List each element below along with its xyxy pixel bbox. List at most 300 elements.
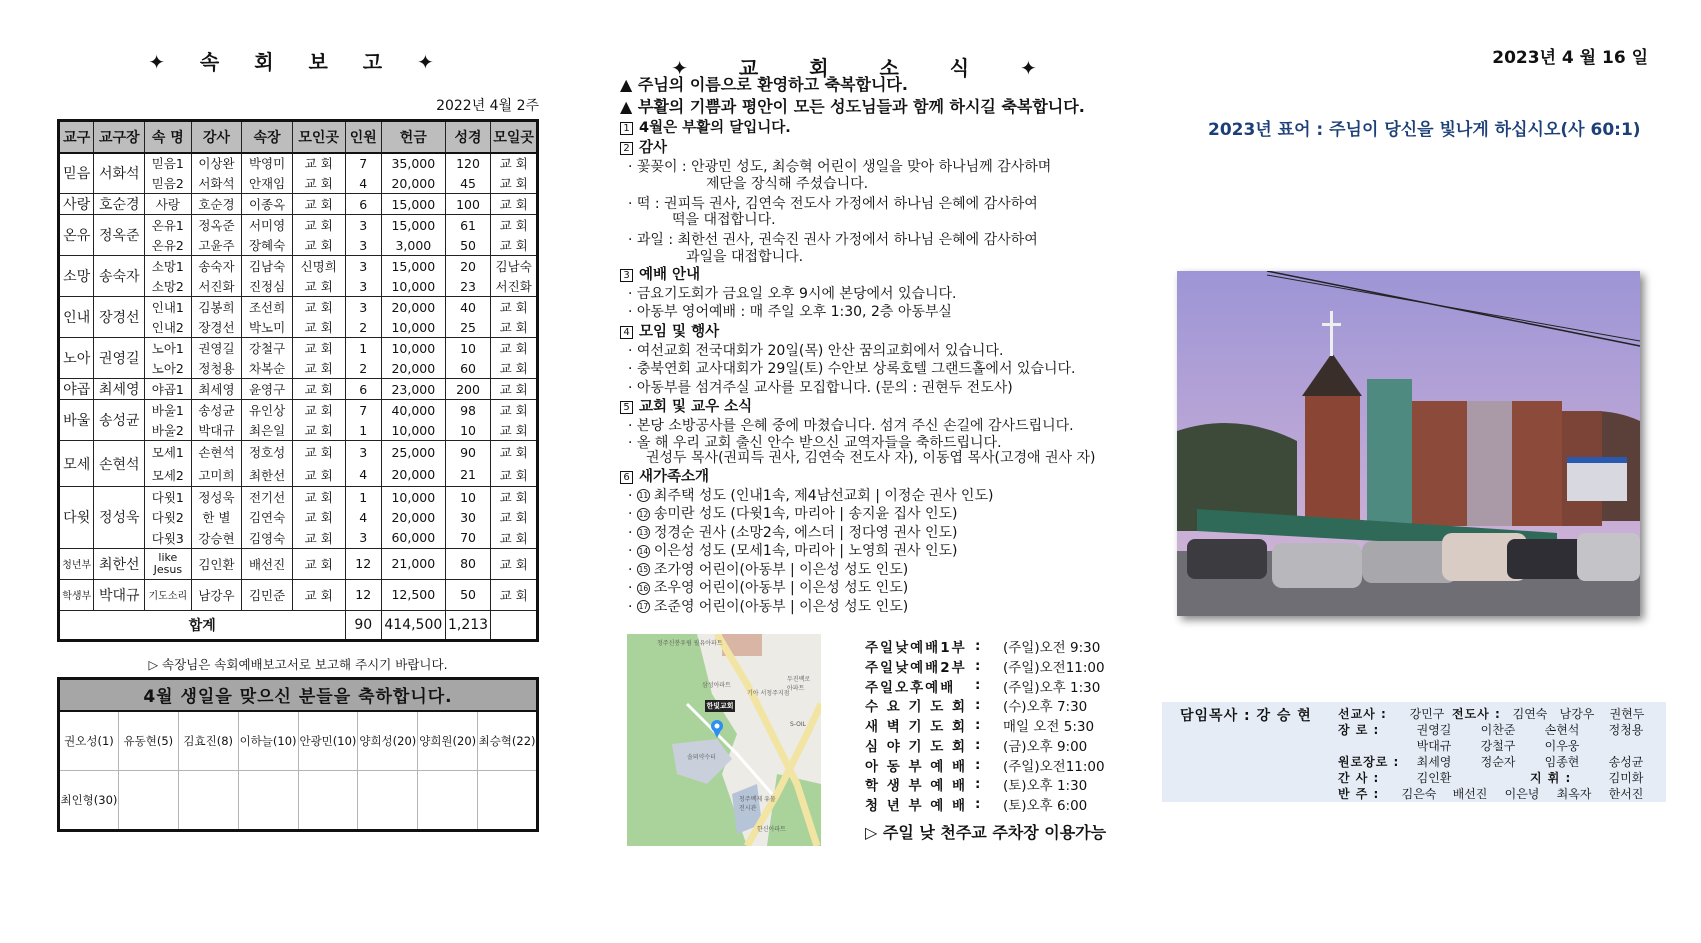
teacher: 고윤주 [191,235,242,256]
member-text: 최주택 성도 (인내1속, 제4남선교회 | 이정순 권사 인도) [653,487,994,504]
church-building-image [1177,271,1640,616]
meeting-place: 교 회 [292,579,345,610]
staff-box [1162,702,1666,802]
next-place: 교 회 [491,379,538,400]
district-leader: 정성욱 [94,487,145,549]
staff-name: 강민구 [1409,706,1445,721]
meeting-place: 교 회 [292,235,345,256]
location-map[interactable] [627,634,821,846]
news-item-continuation: 과일을 대접합니다. [686,248,804,265]
next-place: 교 회 [491,400,538,421]
cell-head: 윤영구 [242,379,293,400]
offering: 25,000 [381,441,445,464]
staff-name: 박대규 [1416,738,1452,753]
staff-name: 김은숙 [1401,786,1437,801]
staff-role: 간 사 : [1338,770,1380,785]
offering: 15,000 [381,194,445,215]
offering: 20,000 [381,507,445,528]
parking-note: ▷ 주일 낮 천주교 주차장 이용가능 [865,823,1107,842]
cell-head: 진정심 [242,276,293,297]
member-text: 송미란 성도 (다윗1속, 마리아 | 송지윤 집사 인도) [653,506,958,522]
birthday-name: 유동현(5) [118,711,178,771]
district-leader: 최한선 [94,548,145,579]
col-attendance: 인원 [345,121,381,153]
cell-name: 노아1 [145,338,192,359]
district: 야곱 [59,379,94,400]
report-note: ▷ 속장님은 속회예배보고서로 보고해 주시기 바랍니다. [148,657,448,672]
news-item: · 여선교회 전국대회가 20일(목) 안산 꿈의교회에서 있습니다. [628,342,1004,359]
staff-name: 최세영 [1416,754,1452,769]
attendance: 4 [345,507,381,528]
new-member-item: · 15 조가영 어린이(아동부 | 이은성 성도 인도) [628,561,909,578]
cell-head: 안재임 [242,173,293,194]
district: 사랑 [59,194,94,215]
staff-name: 정청용 [1608,722,1644,737]
district-leader: 손현석 [94,441,145,487]
offering: 35,000 [381,153,445,174]
bible: 25 [445,317,491,338]
district: 청년부 [59,548,94,579]
birthday-name [298,771,358,831]
offering: 15,000 [381,215,445,236]
offering: 60,000 [381,528,445,549]
teacher: 강승현 [191,528,242,549]
cell-name: 사랑 [145,194,192,215]
meeting-place: 교 회 [292,215,345,236]
attendance: 3 [345,297,381,318]
staff-name: 김미화 [1608,770,1644,785]
bible: 20 [445,256,491,277]
news-item: · 충북연회 교사대회가 29일(토) 수안보 상록호텔 그랜드홀에서 있습니다. [628,361,1076,377]
district: 소망 [59,256,94,297]
section-heading [620,139,1110,158]
staff-role: 장 로 : [1338,722,1380,737]
teacher: 서화석 [191,173,242,194]
section-number: 1 [620,122,633,135]
service-time: (주일)오후 1:30 [1003,679,1101,696]
member-number: 15 [638,565,649,574]
district: 학생부 [59,579,94,610]
col-cell-head: 속장 [242,121,293,153]
offering: 10,000 [381,487,445,508]
cell-name: like Jesus [145,548,192,579]
welcome-line: ▲ 부활의 기쁨과 평안이 모든 성도님들과 함께 하시길 축복합니다. [620,97,1085,116]
table-row [59,194,538,215]
staff-name: 김연숙 [1512,706,1548,721]
teacher: 정청용 [191,358,242,379]
bible: 90 [445,441,491,464]
district-leader: 서화석 [94,153,145,194]
cell-name: 야곱1 [145,379,192,400]
next-place: 교 회 [491,420,538,441]
birthday-name [118,771,178,831]
bible: 40 [445,297,491,318]
service-label: 학 생 부 예 배 [865,778,968,795]
member-number: 12 [638,509,649,519]
new-member-item: · 17 조준영 어린이(아동부 | 이은성 성도 인도) [628,598,909,615]
teacher: 호순경 [191,194,242,215]
next-place: 교 회 [491,358,538,379]
staff-name: 남강우 [1559,706,1595,721]
staff-row [1338,721,1658,737]
news-list [620,74,1110,616]
cell-head: 차복순 [242,358,293,379]
col-bible: 성경 [445,121,491,153]
offering: 3,000 [381,235,445,256]
map-label: 두진백로 아파트 [787,676,811,692]
bible: 60 [445,358,491,379]
staff-row [1338,705,1658,721]
next-place: 서진화 [491,276,538,297]
meeting-place: 교 회 [292,548,345,579]
service-label: 아 동 부 예 배 [865,758,968,775]
cell-head: 조선희 [242,297,293,318]
cell-name: 온유2 [145,235,192,256]
member-text: 조가영 어린이(아동부 | 이은성 성도 인도) [653,561,909,578]
welcome-line: ▲ 주님의 이름으로 환영하고 축복합니다. [620,75,908,94]
service-time: (토)오후 1:30 [1003,778,1088,795]
colon: : [975,637,981,654]
table-row [59,256,538,277]
bible: 70 [445,528,491,549]
section-number: 4 [620,326,633,339]
teacher: 박대규 [191,420,242,441]
table-row [59,487,538,508]
staff-role: 선교사 : [1338,706,1387,721]
offering: 10,000 [381,276,445,297]
attendance: 1 [345,338,381,359]
next-place: 교 회 [491,153,538,174]
table-row [59,338,538,359]
cell-name: 기도소리 [145,579,192,610]
service-row [865,775,1115,795]
meeting-place: 교 회 [292,464,345,487]
service-label: 청 년 부 예 배 [865,798,968,815]
meeting-place: 교 회 [292,528,345,549]
map-label: 청주백제 유물전시관 [739,796,776,812]
map-label: 한신아파트 [757,826,786,833]
teacher: 송숙자 [191,256,242,277]
teacher: 송성균 [191,400,242,421]
table-row [59,297,538,318]
member-text: 이은성 성도 (모세1속, 마리아 | 노영희 권사 인도) [653,543,958,559]
attendance: 2 [345,317,381,338]
section-heading [620,323,1110,342]
offering: 10,000 [381,420,445,441]
bible: 45 [445,173,491,194]
new-member-item: · 13 정경순 권사 (소망2속, 에스더 | 정다영 권사 인도) [628,524,958,541]
news-item: · 아동부를 섬겨주실 교사를 모집합니다. (문의 : 권현두 전도사) [628,379,1013,396]
cell-name: 온유1 [145,215,192,236]
meeting-place: 교 회 [292,379,345,400]
senior-pastor: 담임목사 : 강 승 현 [1180,708,1312,724]
birthday-name [418,771,478,831]
meeting-place: 교 회 [292,338,345,359]
cell-head: 서미영 [242,215,293,236]
member-text: 조준영 어린이(아동부 | 이은성 성도 인도) [653,598,909,615]
bible: 80 [445,548,491,579]
attendance: 3 [345,235,381,256]
cell-name: 인내2 [145,317,192,338]
colon: : [975,756,981,773]
service-row [865,794,1115,814]
table-row [59,441,538,464]
table-row [59,548,538,579]
teacher: 권영길 [191,338,242,359]
birthday-name: 권오성(1) [59,711,119,771]
total-next [491,610,538,640]
cell-name: 바울1 [145,400,192,421]
next-place: 교 회 [491,297,538,318]
attendance: 6 [345,379,381,400]
service-row [865,676,1115,696]
section-title: 모임 및 행사 [639,323,720,340]
next-place: 교 회 [491,441,538,464]
colon: : [975,776,981,793]
cell-name: 바울2 [145,420,192,441]
member-number: 11 [638,491,649,500]
next-place: 교 회 [491,579,538,610]
table-row [59,579,538,610]
section-heading [620,266,1110,285]
staff-row [1338,785,1658,801]
news-item [620,195,1110,229]
cell-head: 박영미 [242,153,293,174]
map-label: 삼성아파트 [702,682,731,689]
attendance: 3 [345,528,381,549]
news-item: · 금요기도회가 금요일 오후 9시에 본당에서 있습니다. [628,285,957,302]
staff-name: 이찬준 [1480,722,1516,737]
church-news-title: ✦ 교 회 소 식 ✦ [671,56,1059,80]
table-header-row [59,121,538,153]
service-row [865,695,1115,715]
district: 모세 [59,441,94,487]
meeting-place: 교 회 [292,153,345,174]
bulletin-date: 2023년 4 월 16 일 [1492,48,1648,68]
section-title: 감사 [639,140,668,156]
birthday-name: 양희성(20) [358,711,418,771]
cell-head: 김영숙 [242,528,293,549]
attendance: 4 [345,464,381,487]
attendance: 12 [345,548,381,579]
district-leader: 송성균 [94,400,145,441]
new-member-item: · 16 조우영 어린이(아동부 | 이은성 성도 인도) [628,580,909,596]
member-text: 정경순 권사 (소망2속, 에스더 | 정다영 권사 인도) [653,524,958,541]
church-photo [1177,271,1640,616]
service-row [865,715,1115,735]
service-row [865,636,1115,656]
district-leader: 호순경 [94,194,145,215]
col-cell-name: 속 명 [145,121,192,153]
staff-name: 강철구 [1480,738,1516,753]
bible: 200 [445,379,491,400]
birthday-name: 최승혁(22) [478,711,538,771]
district: 온유 [59,215,94,256]
meeting-place: 교 회 [292,441,345,464]
staff-role: 반 주 : [1338,786,1380,801]
col-district-leader: 교구장 [94,121,145,153]
service-time: (금)오후 9:00 [1003,738,1088,755]
cell-name: 다윗3 [145,528,192,549]
member-number: 14 [638,546,649,556]
offering: 20,000 [381,464,445,487]
section-heading [620,398,1110,417]
section-number: 6 [620,471,633,484]
section-heading [620,468,1110,487]
cell-name: 소망1 [145,256,192,277]
meeting-place: 교 회 [292,487,345,508]
new-member-item: · 12 송미란 성도 (다윗1속, 마리아 | 송지윤 집사 인도) [628,506,958,522]
district: 노아 [59,338,94,379]
bible: 100 [445,194,491,215]
new-member-item: · 11 최주택 성도 (인내1속, 제4남선교회 | 이정순 권사 인도) [628,487,994,504]
birthday-name [358,771,418,831]
birthday-name: 양희원(20) [418,711,478,771]
meeting-place: 교 회 [292,400,345,421]
attendance: 3 [345,441,381,464]
attendance: 2 [345,358,381,379]
service-time: (주일)오전11:00 [1003,758,1105,775]
birthday-table [57,677,539,832]
news-item-text: · 과일 : 최한선 권사, 권숙진 권사 가정에서 하나님 은혜에 감사하여 [628,232,1038,248]
map-label: S-OIL [790,721,806,728]
report-body [59,153,538,641]
district-leader: 정옥준 [94,215,145,256]
attendance: 3 [345,276,381,297]
next-place: 교 회 [491,173,538,194]
news-item-text: · 올 해 우리 교회 출신 안수 받으신 교역자들을 축하드립니다. [628,434,1002,451]
service-row [865,755,1115,775]
next-place: 교 회 [491,507,538,528]
teacher: 서진화 [191,276,242,297]
staff-name: 송성균 [1608,754,1644,769]
news-item-continuation: 떡을 대접합니다. [672,212,776,228]
district: 바울 [59,400,94,441]
teacher: 최세영 [191,379,242,400]
service-schedule [865,636,1115,814]
staff-name: 임종현 [1544,754,1580,769]
offering: 21,000 [381,548,445,579]
cell-head: 최은일 [242,420,293,441]
teacher: 남강우 [191,579,242,610]
next-place: 교 회 [491,317,538,338]
news-item [620,158,1110,192]
district-leader: 권영길 [94,338,145,379]
bible: 30 [445,507,491,528]
cell-head: 장혜숙 [242,235,293,256]
staff-row [1338,737,1658,753]
bible: 50 [445,579,491,610]
bible: 61 [445,215,491,236]
staff-name: 배선진 [1452,786,1488,801]
bible: 120 [445,153,491,174]
table-row [59,153,538,174]
service-label: 주일오후예배 [865,679,956,696]
attendance: 7 [345,400,381,421]
service-time: (주일)오전 9:30 [1003,639,1101,656]
col-next-place: 모일곳 [491,121,538,153]
staff-role: 지 휘 : [1530,770,1572,785]
attendance: 12 [345,579,381,610]
teacher: 한 별 [191,507,242,528]
next-place: 교 회 [491,194,538,215]
next-place: 교 회 [491,235,538,256]
next-place: 교 회 [491,215,538,236]
offering: 20,000 [381,297,445,318]
staff-row [1338,769,1658,785]
district-leader: 장경선 [94,297,145,338]
district-leader: 송숙자 [94,256,145,297]
cell-head: 유인상 [242,400,293,421]
teacher: 김봉희 [191,297,242,318]
offering: 20,000 [381,358,445,379]
news-item-continuation: 권성두 목사(권피득 권사, 김연숙 전도사 자), 이동엽 목사(고경애 권사 자) [646,449,1096,466]
cell-head: 김남숙 [242,256,293,277]
staff-name: 한서진 [1608,786,1644,801]
teacher: 손현석 [191,441,242,464]
staff-name: 김인환 [1416,770,1452,785]
cell-head: 이종옥 [242,194,293,215]
staff-name: 권영길 [1416,722,1452,737]
cell-head: 배선진 [242,548,293,579]
meeting-place: 교 회 [292,358,345,379]
staff-role: 전도사 : [1452,706,1501,721]
birthday-name: 이하늘(10) [238,711,298,771]
service-time: (주일)오전11:00 [1003,659,1105,676]
teacher: 정성욱 [191,487,242,508]
attendance: 7 [345,153,381,174]
section-number: 2 [620,142,633,155]
cell-report-title: ✦ 속 회 보 고 ✦ [148,50,448,74]
cell-name: 다윗1 [145,487,192,508]
staff-name: 이은녕 [1504,786,1540,801]
service-time: (토)오후 6:00 [1003,798,1088,815]
section-heading [620,119,1110,138]
cell-name: 소망2 [145,276,192,297]
service-label: 주일낮예배2부 [865,659,967,676]
section-title: 예배 안내 [639,266,701,283]
district-leader: 박대규 [94,579,145,610]
total-offering: 414,500 [381,610,445,640]
map-label: 솔뫼약수터 [687,754,716,761]
section-number: 3 [620,269,633,282]
meeting-place: 교 회 [292,297,345,318]
bible: 50 [445,235,491,256]
section-title: 새가족소개 [639,468,710,485]
meeting-place: 교 회 [292,194,345,215]
attendance: 3 [345,215,381,236]
teacher: 고미희 [191,464,242,487]
colon: : [975,697,981,714]
birthday-row [59,711,538,771]
district-leader: 최세영 [94,379,145,400]
offering: 20,000 [381,173,445,194]
service-time: (수)오후 7:30 [1003,699,1088,716]
col-offering: 헌금 [381,121,445,153]
section-title: 교회 및 교우 소식 [639,399,753,415]
report-date: 2022년 4월 2주 [436,98,539,114]
birthday-name [178,771,238,831]
offering: 15,000 [381,256,445,277]
news-item [620,231,1110,265]
annual-motto: 2023년 표어 : 주님이 당신을 빛나게 하십시오(사 60:1) [1208,120,1641,140]
staff-name: 이우웅 [1544,738,1580,753]
staff-name: 권현두 [1609,706,1645,721]
news-item-continuation: 제단을 장식해 주셨습니다. [706,175,869,192]
cell-name: 모세2 [145,464,192,487]
table-row [59,379,538,400]
member-number: 13 [638,528,649,537]
